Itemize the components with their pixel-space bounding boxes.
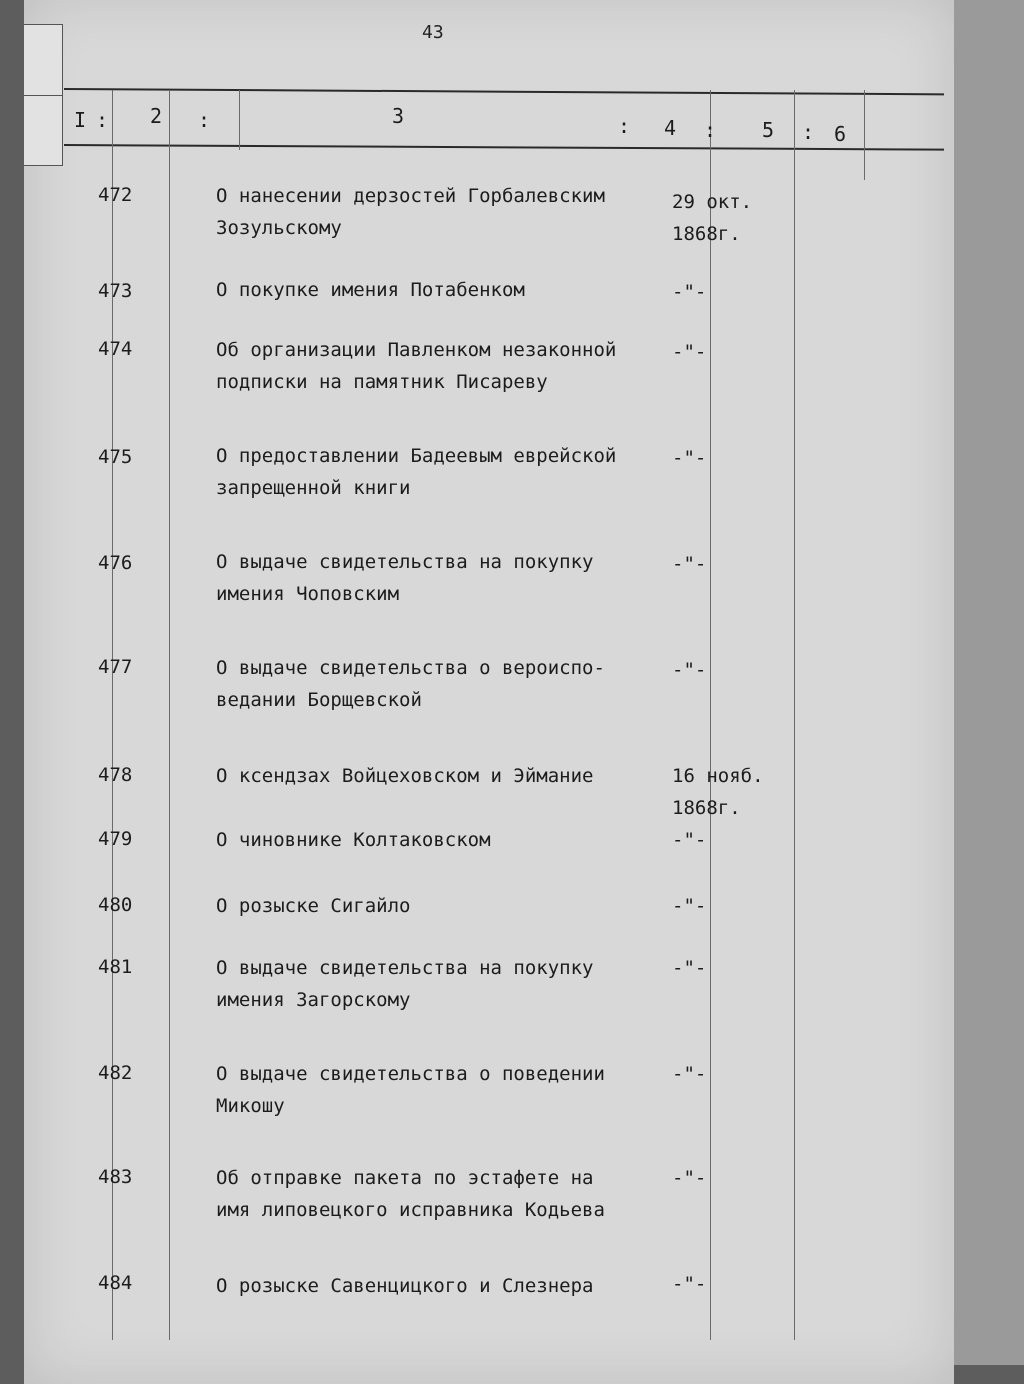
row-title: О выдаче свидетельства о вероиспо- ведании Борщевской [216, 657, 605, 711]
row-title: О розыске Савенцицкого и Слезнера [216, 1275, 594, 1297]
header-col-4: 4 [664, 116, 677, 140]
row-title: О выдаче свидетельства о поведении Микошу [216, 1063, 605, 1117]
row-title: Об организации Павленком незаконной подписки на памятник Писареву [216, 339, 617, 393]
header-sep: : [618, 114, 631, 138]
header-top-rule [64, 88, 944, 95]
header-col-1: I [74, 108, 87, 132]
row-date: -"- [672, 281, 707, 303]
column-divider [239, 90, 240, 150]
row-title: Об отправке пакета по эстафете на имя липовецкого исправника Кодьева [216, 1167, 605, 1221]
row-number: 482 [98, 1062, 133, 1084]
row-number: 481 [98, 956, 133, 978]
row-date: -"- [672, 1273, 707, 1295]
row-number: 479 [98, 828, 133, 850]
row-number: 474 [98, 338, 133, 360]
row-title: О чиновнике Колтаковском [216, 829, 491, 851]
header-col-6: 6 [834, 122, 847, 146]
column-divider [112, 90, 113, 1340]
row-number: 484 [98, 1272, 133, 1294]
row-number: 475 [98, 446, 133, 468]
row-number: 483 [98, 1166, 133, 1188]
row-title: О выдаче свидетельства на покупку имения Загорскому [216, 957, 594, 1011]
header-sep: : [198, 108, 211, 132]
header-col-3: 3 [392, 104, 405, 128]
header-sep: : [802, 120, 815, 144]
row-date: -"- [672, 957, 707, 979]
header-sep: : [704, 118, 717, 142]
row-date: 16 нояб. 1868г. [672, 765, 764, 819]
row-title: О розыске Сигайло [216, 895, 411, 917]
row-title: О выдаче свидетельства на покупку имения Чоповским [216, 551, 594, 605]
row-date: 29 окт. 1868г. [672, 191, 753, 245]
row-date: -"- [672, 829, 707, 851]
document-page [24, 0, 954, 1384]
header-sep: : [96, 108, 109, 132]
row-date: -"- [672, 447, 707, 469]
row-date: -"- [672, 1167, 707, 1189]
row-number: 480 [98, 894, 133, 916]
row-number: 473 [98, 280, 133, 302]
column-divider [794, 90, 795, 1340]
header-col-5: 5 [762, 118, 775, 142]
row-number: 476 [98, 552, 133, 574]
page-number: 43 [422, 22, 444, 43]
row-title: О покупке имения Потабенком [216, 279, 525, 301]
row-number: 478 [98, 764, 133, 786]
header-col-2: 2 [150, 104, 163, 128]
row-number: 472 [98, 184, 133, 206]
row-number: 477 [98, 656, 133, 678]
header-bottom-rule [64, 144, 944, 151]
row-title: О ксендзах Войцеховском и Эймание [216, 765, 594, 787]
row-title: О предоставлении Бадеевым еврейской запрещенной книги [216, 445, 617, 499]
row-date: -"- [672, 659, 707, 681]
row-date: -"- [672, 341, 707, 363]
column-divider [864, 90, 865, 180]
background-edge [948, 0, 1024, 1365]
row-date: -"- [672, 553, 707, 575]
previous-page-tab [24, 24, 63, 166]
row-title: О нанесении дерзостей Горбалевским Зозульскому [216, 185, 605, 239]
row-date: -"- [672, 895, 707, 917]
row-date: -"- [672, 1063, 707, 1085]
column-divider [169, 90, 170, 1340]
